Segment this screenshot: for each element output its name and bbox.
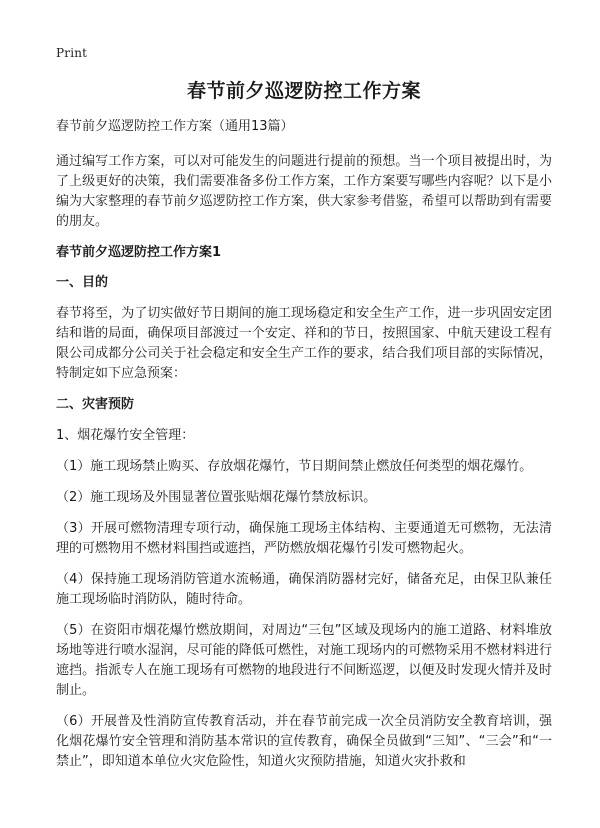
heading-disaster-prevention: 二、灾害预防 xyxy=(56,397,135,412)
intro-paragraph: 通过编写工作方案，可以对可能发生的问题进行提前的预想。当一个项目被提出时，为了上级更好的决策，我们需要准备多份工作方案，工作方案要写哪些内容呢？以下是小编为大家整理的春节前夕巡逻防控工作方案，供大家参考借鉴，希望可以帮助到有需要的朋友。 xyxy=(56,154,552,229)
item-fireworks-management: 1、烟花爆竹安全管理： xyxy=(56,428,195,443)
page-title: 春节前夕巡逻防控工作方案 xyxy=(186,80,421,102)
section-title: 春节前夕巡逻防控工作方案1 xyxy=(56,245,222,260)
sub-item: （5）在资阳市烟花爆竹燃放期间，对周边“三包”区域及现场内的施工道路、材料堆放场地等进行喷水湿润，尽可能的降低可燃性，对施工现场内的可燃物采用不燃材料进行遮挡。指派专人在施工现场有可燃物的地段进行不间断巡逻，以便及时发现火情并及时制止。 xyxy=(56,623,552,698)
document-content xyxy=(56,78,552,783)
heading-purpose: 一、目的 xyxy=(56,275,109,290)
sub-item: （3）开展可燃物清理专项行动，确保施工现场主体结构、主要通道无可燃物，无法清理的可燃物用不燃材料围挡或遮挡，严防燃放烟花爆竹引发可燃物起火。 xyxy=(56,521,552,556)
sub-item: （4）保持施工现场消防管道水流畅通，确保消防器材完好，储备充足，由保卫队兼任施工现场临时消防队，随时待命。 xyxy=(56,572,552,607)
sub-item: （1）施工现场禁止购买、存放烟花爆竹，节日期间禁止燃放任何类型的烟花爆竹。 xyxy=(56,459,533,474)
sub-item: （2）施工现场及外围显著位置张贴烟花爆竹禁放标识。 xyxy=(56,490,377,505)
print-label[interactable]: Print xyxy=(56,46,88,60)
purpose-paragraph: 春节将至，为了切实做好节日期间的施工现场稳定和安全生产工作，进一步巩固安定团结和谐的局面，确保项目部渡过一个安定、祥和的节日，按照国家、中航天建设工程有限公司成都分公司关于社会稳定和安全生产工作的要求，结合我们项目部的实际情况，特制定如下应急预案： xyxy=(56,306,552,381)
document-subtitle: 春节前夕巡逻防控工作方案（通用13篇） xyxy=(56,119,294,134)
sub-item: （6）开展普及性消防宣传教育活动，并在春节前完成一次全员消防安全教育培训，强化烟花爆竹安全管理和消防基本常识的宣传教育，确保全员做到“三知”、“三会”和“一禁止”，即知道本单位火灾危险性，知道火灾预防措施，知道火灾扑救和 xyxy=(56,714,552,769)
